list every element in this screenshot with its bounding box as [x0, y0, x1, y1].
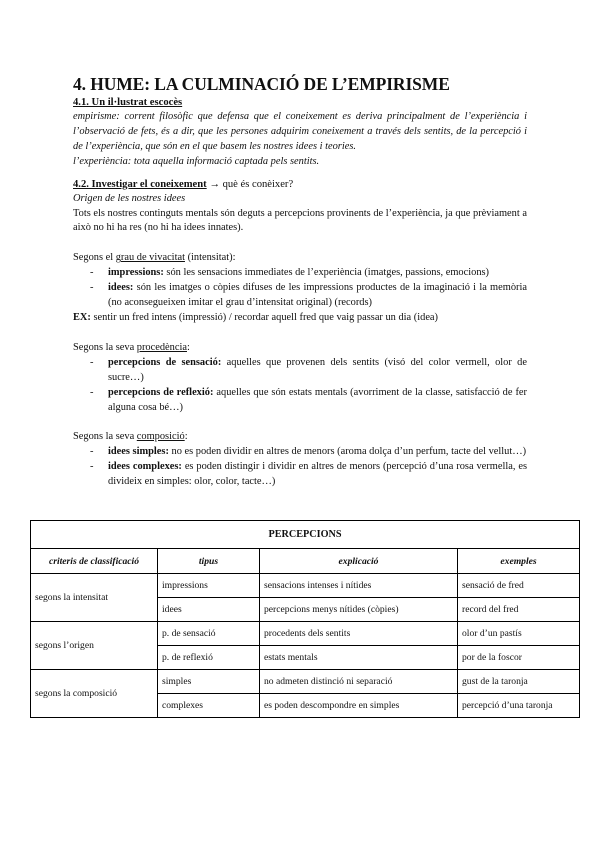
column-header: criteris de classificació: [31, 549, 158, 574]
table-cell: idees: [158, 598, 260, 622]
vivacitat-lead: Segons el grau de vivacitat (intensitat):: [73, 252, 236, 264]
experiencia-definition: l’experiència: tota aquella informació captada pels sentits.: [73, 155, 320, 167]
section-4-2-heading: 4.2. Investigar el coneixement → què és conèixer?: [73, 178, 294, 190]
percepcions-table-wrap: [30, 520, 579, 718]
vivacitat-list: [73, 266, 527, 311]
table-cell: por de la foscor: [458, 646, 580, 670]
list-item: - impressions: són les sensacions immediates de l’experiència (imatges, passions, emocions): [73, 266, 527, 281]
table-caption: PERCEPCIONS: [31, 521, 580, 549]
table-cell: no admeten distinció ni separació: [260, 670, 458, 694]
composicio-list: [73, 445, 527, 490]
list-item: - idees complexes: es poden distingir i dividir en altres de menors (percepció d’una rosa vermella, es divideix en simples: olor, color, tacte…): [73, 460, 527, 490]
list-item: - percepcions de reflexió: aquelles que són estats mentals (avorriment de la classe, satisfacció de fer alguna cosa bé…): [73, 386, 527, 416]
table-row: [31, 574, 580, 598]
table-row: [31, 670, 580, 694]
procedencia-lead: Segons la seva procedència:: [73, 341, 190, 353]
section-subtitle: Origen de les nostres idees: [73, 192, 186, 204]
table-cell: complexes: [158, 694, 260, 718]
intro-paragraph: Tots els nostres continguts mentals són deguts a percepcions provinents de l’experiència, ja que prèviament a això no hi ha res (no hi ha idees innates).: [73, 207, 527, 234]
column-header: exemples: [458, 549, 580, 574]
criterion-cell: segons la intensitat: [31, 574, 158, 622]
column-header: explicació: [260, 549, 458, 574]
table-cell: sensació de fred: [458, 574, 580, 598]
table-cell: olor d’un pastís: [458, 622, 580, 646]
list-item: - percepcions de sensació: aquelles que provenen dels sentits (visó del color vermell, olor de sucre…): [73, 356, 527, 386]
composicio-lead: Segons la seva composició:: [73, 431, 188, 443]
table-cell: p. de sensació: [158, 622, 260, 646]
empirisme-definition: empirisme: corrent filosòfic que defensa que el coneixement es deriva principalment de l’experiència i l’observació de fets, és a dir, que les persones adquirim coneixement a través dels sentits, de la percepció i de l’experiència, que són en el que basem les nostres idees i teories.: [73, 111, 527, 152]
list-item: - idees: són les imatges o còpies difuses de les impressions productes de la imaginació i la memòria (no aconsegueixen imitar el grau d’intensitat original) (records): [73, 281, 527, 311]
table-cell: impressions: [158, 574, 260, 598]
table-cell: sensacions intenses i nítides: [260, 574, 458, 598]
procedencia-list: [73, 356, 527, 416]
criterion-cell: segons l’origen: [31, 622, 158, 670]
table-cell: record del fred: [458, 598, 580, 622]
table-cell: simples: [158, 670, 260, 694]
table-cell: gust de la taronja: [458, 670, 580, 694]
page-title: 4. HUME: LA CULMINACIÓ DE L’EMPIRISME: [73, 74, 450, 94]
column-header: tipus: [158, 549, 260, 574]
table-cell: es poden descompondre en simples: [260, 694, 458, 718]
percepcions-table: [30, 520, 580, 718]
table-row: [31, 622, 580, 646]
example-line: EX: sentir un fred intens (impressió) / recordar aquell fred que vaig passar un dia (idea): [73, 311, 438, 323]
table-cell: p. de reflexió: [158, 646, 260, 670]
table-cell: procedents dels sentits: [260, 622, 458, 646]
table-cell: percepció d’una taronja: [458, 694, 580, 718]
table-cell: estats mentals: [260, 646, 458, 670]
list-item: - idees simples: no es poden dividir en altres de menors (aroma dolça d’un perfum, tacte del vellut…): [73, 445, 527, 460]
document-body: [73, 73, 527, 490]
section-4-1-heading: 4.1. Un il·lustrat escocès: [73, 97, 183, 108]
table-cell: percepcions menys nítides (còpies): [260, 598, 458, 622]
criterion-cell: segons la composició: [31, 670, 158, 718]
